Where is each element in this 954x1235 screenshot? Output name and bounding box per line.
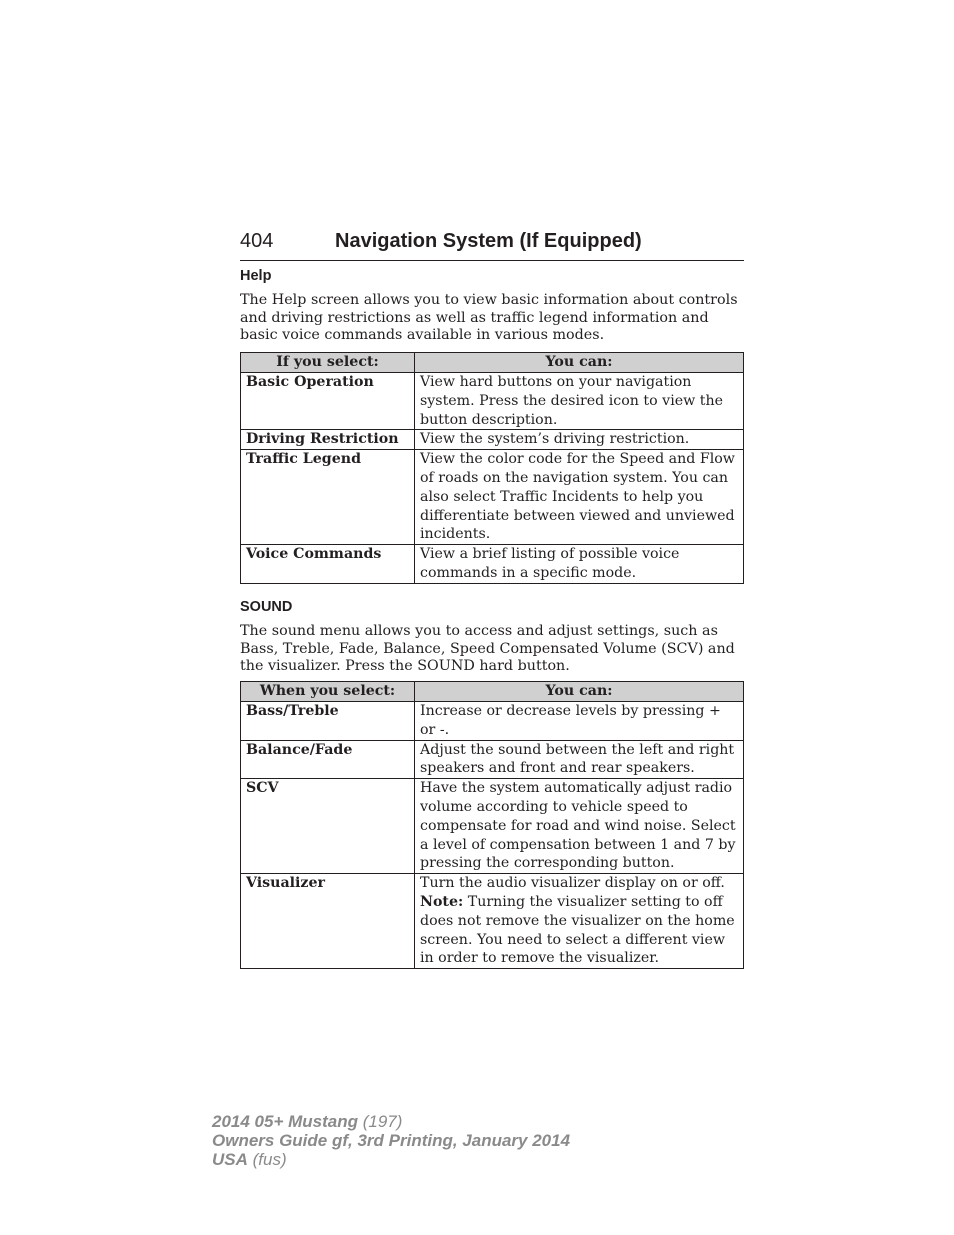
table-cell-select: SCV xyxy=(241,779,415,874)
footer-model-code: (197) xyxy=(358,1112,403,1131)
column-header: If you select: xyxy=(241,353,415,373)
sound-heading: SOUND xyxy=(240,599,293,615)
table-cell-action: View the color code for the Speed and Flow of roads on the navigation system. You can also select Traffic Incidents to help you differentiate between viewed and unviewed incidents. xyxy=(415,450,744,545)
table-cell-select: Basic Operation xyxy=(241,373,415,430)
footer-line-1 xyxy=(212,1112,570,1131)
table-cell-select: Bass/Treble xyxy=(241,702,415,741)
table-row xyxy=(241,450,744,545)
help-intro: The Help screen allows you to view basic information about controls and driving restrictions as well as traffic legend information and basic voice commands available in various modes. xyxy=(240,292,738,343)
column-header: When you select: xyxy=(241,682,415,702)
column-header: You can: xyxy=(415,353,744,373)
table-row xyxy=(241,702,744,741)
table-cell-action: View a brief listing of possible voice commands in a specific mode. xyxy=(415,545,744,584)
sound-intro: The sound menu allows you to access and adjust settings, such as Bass, Treble, Fade, Balance, Speed Compensated Volume (SCV) and the visualizer. Press the SOUND hard button. xyxy=(240,623,735,674)
table-cell-select: Balance/Fade xyxy=(241,740,415,779)
table-cell-action xyxy=(415,874,744,969)
table-cell-select: Voice Commands xyxy=(241,545,415,584)
sound-table xyxy=(240,681,744,969)
table-cell-select: Driving Restriction xyxy=(241,430,415,450)
table-cell-action: Have the system automatically adjust radio volume according to vehicle speed to compensate for road and wind noise. Select a level of compensation between 1 and 7 by pressing the corresponding button. xyxy=(415,779,744,874)
table-row xyxy=(241,779,744,874)
table-row xyxy=(241,545,744,584)
help-table xyxy=(240,352,744,584)
footer-line-2 xyxy=(212,1131,570,1150)
chapter-title: Navigation System (If Equipped) xyxy=(335,230,642,252)
table-cell-action: View hard buttons on your navigation system. Press the desired icon to view the button description. xyxy=(415,373,744,430)
table-row xyxy=(241,430,744,450)
table-row xyxy=(241,740,744,779)
table-row xyxy=(241,373,744,430)
column-header: You can: xyxy=(415,682,744,702)
visualizer-action-text: Turn the audio visualizer display on or off. xyxy=(420,875,725,892)
note-label: Note: xyxy=(420,893,464,910)
table-row xyxy=(241,874,744,969)
footer-line-3 xyxy=(212,1150,570,1169)
help-heading: Help xyxy=(240,268,272,284)
footer-guide: Owners Guide gf, 3rd Printing, January 2014 xyxy=(212,1131,571,1150)
table-cell-action: View the system’s driving restriction. xyxy=(415,430,744,450)
table-cell-select: Traffic Legend xyxy=(241,450,415,545)
table-cell-select: Visualizer xyxy=(241,874,415,969)
footer-market-code: (fus) xyxy=(247,1150,287,1169)
table-cell-action: Increase or decrease levels by pressing + or -. xyxy=(415,702,744,741)
table-cell-action: Adjust the sound between the left and right speakers and front and rear speakers. xyxy=(415,740,744,779)
footer-model: 2014 05+ Mustang xyxy=(212,1112,358,1131)
footer-market: USA xyxy=(212,1150,248,1169)
table-header-row xyxy=(241,353,744,373)
page-footer xyxy=(212,1112,570,1169)
page-header xyxy=(240,228,744,261)
note-text: Turning the visualizer setting to off does not remove the visualizer on the home screen. You need to select a different view in order to remove the visualizer. xyxy=(420,893,735,967)
page-number: 404 xyxy=(240,230,274,252)
table-header-row xyxy=(241,682,744,702)
